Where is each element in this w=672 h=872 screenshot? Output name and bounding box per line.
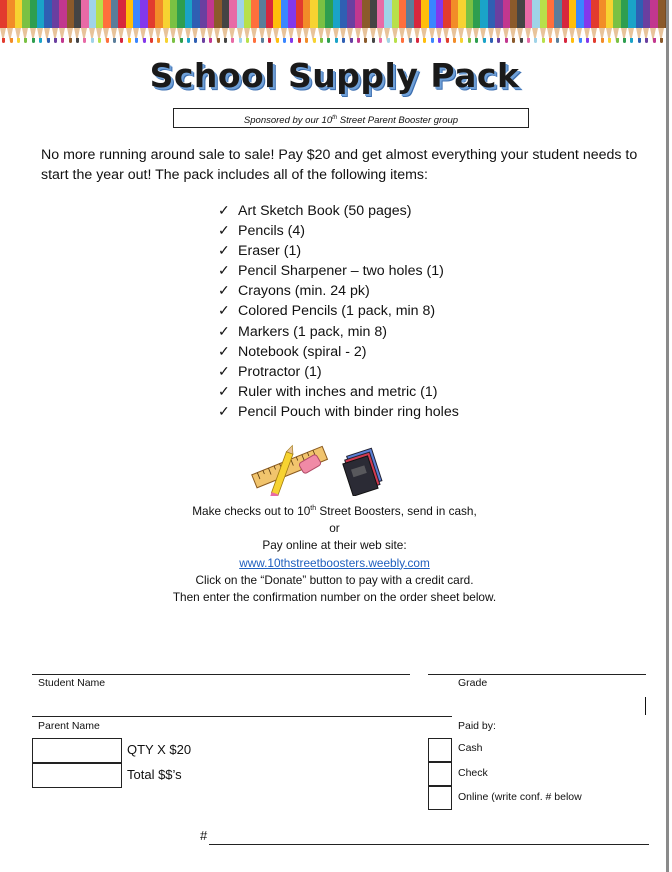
pencil-decoration — [503, 0, 510, 48]
supply-item-label: Colored Pencils (1 pack, min 8) — [238, 303, 436, 320]
page-title: School Supply Pack — [149, 56, 520, 95]
supply-item-label: Eraser (1) — [238, 243, 302, 260]
pencil-decoration — [451, 0, 458, 48]
pencil-decoration — [177, 0, 184, 48]
total-box[interactable] — [32, 763, 122, 788]
supply-list-item — [218, 322, 459, 342]
paid-by-label: Paid by: — [458, 720, 496, 732]
checkmark-icon: ✓ — [218, 203, 230, 219]
pencil-decoration — [310, 0, 317, 48]
cash-label: Cash — [458, 742, 483, 754]
pencil-decoration — [384, 0, 391, 48]
supply-item-label: Crayons (min. 24 pk) — [238, 283, 370, 300]
pencil-decoration — [406, 0, 413, 48]
pencil-decoration — [443, 0, 450, 48]
supply-list-item — [218, 382, 459, 402]
payment-instructions — [0, 500, 669, 606]
hash-label: # — [200, 828, 208, 843]
pencil-decoration — [340, 0, 347, 48]
check-label: Check — [458, 767, 488, 779]
pencil-decoration — [318, 0, 325, 48]
pencil-decoration — [325, 0, 332, 48]
supply-list-item — [218, 221, 459, 241]
pencil-decoration — [347, 0, 354, 48]
pencil-decoration — [525, 0, 532, 48]
pencil-decoration — [30, 0, 37, 48]
pencil-decoration — [155, 0, 162, 48]
text-cursor — [645, 697, 646, 715]
pencil-decoration — [621, 0, 628, 48]
qty-label: QTY X $20 — [127, 742, 192, 757]
pencil-decoration — [281, 0, 288, 48]
pencil-decoration — [37, 0, 44, 48]
pencil-decoration — [22, 0, 29, 48]
pencil-decoration — [214, 0, 221, 48]
grade-line[interactable] — [428, 674, 646, 675]
pencil-decoration — [576, 0, 583, 48]
pencil-decoration — [74, 0, 81, 48]
pencil-decoration — [118, 0, 125, 48]
checks-pre: Make checks out to 10 — [192, 503, 311, 518]
pencil-decoration — [266, 0, 273, 48]
total-label: Total $$’s — [127, 767, 182, 782]
pencil-decoration — [15, 0, 22, 48]
pencil-decoration — [599, 0, 606, 48]
donate-line: Click on the “Donate” button to pay with a credit card. — [195, 572, 474, 587]
checks-line — [0, 500, 669, 520]
supply-item-label: Markers (1 pack, min 8) — [238, 323, 388, 340]
checkmark-icon: ✓ — [218, 243, 230, 260]
pencil-decoration — [510, 0, 517, 48]
checkmark-icon: ✓ — [218, 323, 230, 340]
pencil-decoration — [495, 0, 502, 48]
supply-item-label: Art Sketch Book (50 pages) — [238, 203, 412, 219]
checkmark-icon: ✓ — [218, 283, 230, 300]
ruler-pencil-clipart — [248, 440, 332, 496]
supply-list-item — [218, 241, 459, 261]
pencil-decoration — [488, 0, 495, 48]
pencil-decoration — [296, 0, 303, 48]
cash-checkbox[interactable] — [428, 738, 452, 762]
pencil-decoration — [81, 0, 88, 48]
grade-label: Grade — [458, 677, 488, 689]
pencil-decoration — [222, 0, 229, 48]
sponsor-sup: th — [332, 115, 338, 121]
pencil-decoration — [414, 0, 421, 48]
pencil-decoration — [399, 0, 406, 48]
pencil-decoration — [303, 0, 310, 48]
pencil-decoration — [259, 0, 266, 48]
checkmark-icon: ✓ — [218, 223, 230, 240]
pencil-decoration — [237, 0, 244, 48]
supply-list-item — [218, 281, 459, 301]
pencil-decoration — [96, 0, 103, 48]
pencil-decoration — [547, 0, 554, 48]
pencil-decoration — [185, 0, 192, 48]
supply-list-item — [218, 261, 459, 281]
pencil-decoration — [0, 0, 7, 48]
pencil-decoration — [192, 0, 199, 48]
sponsor-post: Street Parent Booster group — [337, 115, 459, 127]
pencil-decoration — [429, 0, 436, 48]
confirm-line: Then enter the confirmation number on the order sheet below. — [172, 589, 497, 604]
checkmark-icon: ✓ — [218, 363, 230, 380]
pencil-decoration — [163, 0, 170, 48]
pencil-decoration — [392, 0, 399, 48]
checkmark-icon: ✓ — [218, 303, 230, 320]
supply-item-label: Pencils (4) — [238, 223, 306, 240]
pencil-decoration — [140, 0, 147, 48]
supply-list-item — [218, 362, 459, 382]
pencil-decoration — [170, 0, 177, 48]
supply-list — [218, 201, 459, 422]
pencil-decoration — [333, 0, 340, 48]
pencil-decoration — [480, 0, 487, 48]
pay-online-line: Pay online at their web site: — [262, 538, 407, 553]
pencil-decoration — [377, 0, 384, 48]
supply-item-label: Pencil Pouch with binder ring holes — [238, 403, 459, 420]
supply-list-item — [218, 301, 459, 321]
pencil-decoration — [636, 0, 643, 48]
pencil-decoration — [244, 0, 251, 48]
pencil-decoration — [584, 0, 591, 48]
parent-name-line[interactable] — [32, 716, 452, 717]
pencil-decoration — [562, 0, 569, 48]
supply-item-label: Ruler with inches and metric (1) — [238, 383, 438, 400]
checkmark-icon: ✓ — [218, 403, 230, 420]
pencil-decoration — [67, 0, 74, 48]
pencil-decoration — [466, 0, 473, 48]
pencil-decoration — [89, 0, 96, 48]
notebook-clipart — [338, 446, 388, 496]
pencil-decoration — [229, 0, 236, 48]
pencil-decoration — [613, 0, 620, 48]
student-name-label: Student Name — [38, 677, 106, 689]
pencil-decoration — [200, 0, 207, 48]
pencil-decoration — [370, 0, 377, 48]
pencil-decoration — [458, 0, 465, 48]
pencil-decoration — [273, 0, 280, 48]
supply-item-label: Protractor (1) — [238, 363, 322, 380]
pencil-decoration — [436, 0, 443, 48]
pencil-decoration — [7, 0, 14, 48]
pencil-decoration — [532, 0, 539, 48]
pencil-decoration — [569, 0, 576, 48]
checkmark-icon: ✓ — [218, 383, 230, 400]
pencil-decoration — [421, 0, 428, 48]
student-name-line[interactable] — [32, 674, 410, 675]
pencil-decoration — [288, 0, 295, 48]
pencil-decoration — [103, 0, 110, 48]
checkmark-icon: ✓ — [218, 343, 230, 360]
pencil-decoration — [251, 0, 258, 48]
online-checkbox[interactable] — [428, 786, 452, 810]
pencil-decoration — [362, 0, 369, 48]
sponsor-banner — [173, 108, 529, 128]
pencil-decoration — [207, 0, 214, 48]
checkmark-icon: ✓ — [218, 263, 230, 280]
pencil-decoration — [59, 0, 66, 48]
pencil-decoration — [643, 0, 650, 48]
pencil-decoration — [52, 0, 59, 48]
supply-item-label: Notebook (spiral - 2) — [238, 343, 367, 360]
supply-list-item — [218, 342, 459, 362]
pencil-decoration — [628, 0, 635, 48]
pencil-decoration — [44, 0, 51, 48]
or-line: or — [329, 521, 340, 536]
pencil-decoration — [133, 0, 140, 48]
pencil-decoration — [517, 0, 524, 48]
qty-box[interactable] — [32, 738, 122, 763]
pencil-decoration — [148, 0, 155, 48]
pencil-decoration — [554, 0, 561, 48]
checks-sup: th — [310, 505, 317, 512]
pencil-decoration — [111, 0, 118, 48]
pencil-decoration — [650, 0, 657, 48]
booster-website-link[interactable]: www.10thstreetboosters.weebly.com — [239, 555, 430, 570]
checks-post: Street Boosters, send in cash, — [316, 503, 477, 518]
supply-list-item — [218, 201, 459, 221]
pencil-decoration — [473, 0, 480, 48]
pencil-decoration — [591, 0, 598, 48]
pencil-border — [0, 0, 669, 48]
pencil-decoration — [126, 0, 133, 48]
parent-name-label: Parent Name — [38, 720, 100, 732]
sponsor-pre: Sponsored by our 10 — [243, 115, 333, 127]
check-checkbox[interactable] — [428, 762, 452, 786]
supply-item-label: Pencil Sharpener – two holes (1) — [238, 263, 444, 280]
supply-list-item — [218, 402, 459, 422]
pencil-decoration — [606, 0, 613, 48]
pencil-decoration — [658, 0, 665, 48]
pencil-decoration — [355, 0, 362, 48]
confirmation-number-line[interactable] — [209, 844, 649, 845]
online-label: Online (write conf. # below — [458, 791, 582, 803]
pencil-decoration — [540, 0, 547, 48]
intro-paragraph: No more running around sale to sale! Pay $20 and get almost everything your student needs to start the year out! The pack includes all of the following items: — [41, 147, 638, 183]
